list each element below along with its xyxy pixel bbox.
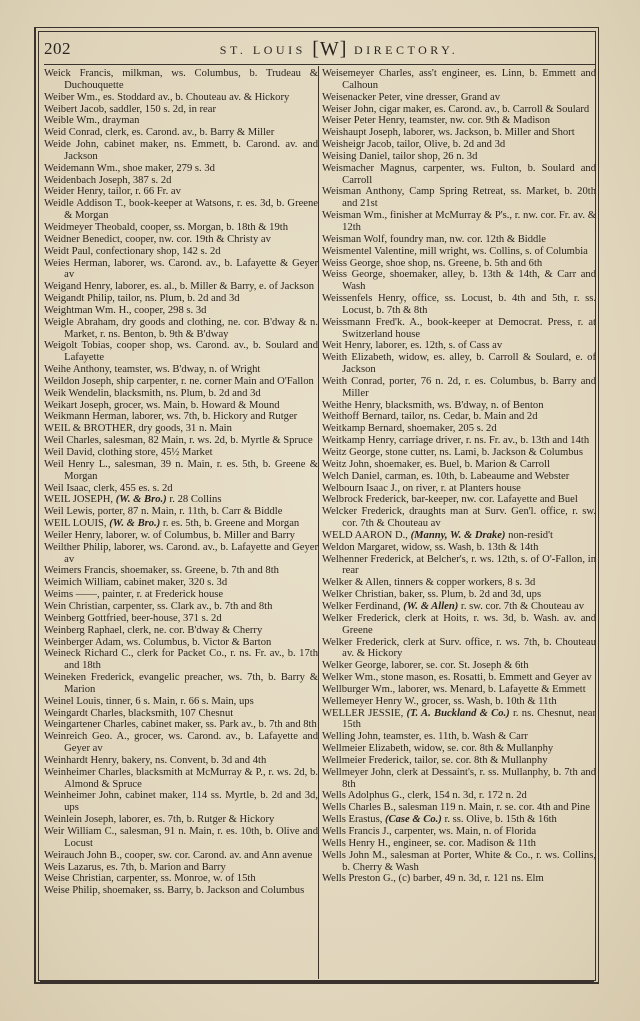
directory-entry [322, 435, 596, 447]
directory-entry [44, 175, 318, 187]
entry-text: Wellmeyer John, clerk at Dessaint's, r. ss. Mullanphy, b. 7th and 8th [322, 766, 596, 790]
directory-entry [322, 352, 596, 376]
directory-entry [44, 708, 318, 720]
directory-entry [44, 186, 318, 198]
entry-text: WELLER JESSIE, [322, 707, 407, 719]
entry-text: Weldon Margaret, widow, ss. Wash, b. 13th & 14th [322, 541, 539, 553]
entry-firm: (W. & Bro.) [115, 494, 167, 506]
entry-text: Welker Frederick, clerk at Hoits, r. ws. 3d, b. Wash. av. and Greene [322, 612, 596, 636]
entry-text: Wells Charles B., salesman 119 n. Main, r. se. cor. 4th and Pine [322, 802, 590, 814]
directory-entry [44, 447, 318, 459]
entry-text: Weinheimer Charles, blacksmith at McMurray & P., r. ws. 2d, b. Almond & Spruce [44, 766, 318, 790]
directory-entry [322, 767, 596, 791]
directory-entry [44, 411, 318, 423]
entry-text: Weidle Addison T., book-keeper at Watsons, r. es. 3d, b. Greene & Morgan [44, 198, 318, 222]
entry-text: Weismentel Valentine, mill wright, ws. Collins, s. of Columbia [322, 245, 588, 257]
entry-text: Weineck Richard C., clerk for Packet Co., r. ns. Fr. av., b. 17th and 18th [44, 648, 318, 672]
directory-entry [44, 258, 318, 282]
directory-entry [322, 127, 596, 139]
entry-text: Weithe Henry, blacksmith, ws. B'dway, n. of Benton [322, 399, 544, 411]
directory-entry [322, 483, 596, 495]
entry-text: Weid Conrad, clerk, es. Carond. av., b. Barry & Miller [44, 127, 275, 139]
directory-entry [44, 506, 318, 518]
directory-entry [322, 850, 596, 874]
entry-text: Weildon Joseph, ship carpenter, r. ne. corner Main and O'Fallon [44, 375, 314, 387]
directory-entry [322, 554, 596, 578]
directory-entry [322, 115, 596, 127]
entry-text: Wellmeier Elizabeth, widow, se. cor. 8th & Mullanphy [322, 743, 554, 755]
left-column [44, 68, 318, 897]
directory-entry [44, 246, 318, 258]
entry-text: Weiser Peter Henry, teamster, nw. cor. 9th & Madison [322, 115, 550, 127]
page-number: 202 [44, 39, 71, 58]
header-rule [44, 64, 596, 65]
directory-entry [322, 696, 596, 708]
entry-text: Weick Francis, milkman, ws. Columbus, b. Trudeau & Duchouquette [44, 68, 318, 91]
directory-entry [322, 376, 596, 400]
directory-entry [44, 115, 318, 127]
directory-entry [322, 210, 596, 234]
entry-text: Welker Wm., stone mason, es. Rosatti, b. Emmett and Geyer av [322, 672, 592, 684]
directory-entry [44, 767, 318, 791]
entry-text: Weigolt Tobias, cooper shop, ws. Carond. av., b. Soulard and Lafayette [44, 340, 318, 364]
directory-entry [44, 281, 318, 293]
directory-entry [44, 317, 318, 341]
entry-text: Weiss George, shoe shop, ns. Greene, b. 5th and 6th [322, 257, 543, 269]
entry-text: Weigandt Philip, tailor, ns. Plum, b. 2d and 3d [44, 293, 240, 305]
entry-text: Weims ——, painter, r. at Frederick house [44, 589, 224, 601]
entry-text: Weiss George, shoemaker, alley, b. 13th & 14th, & Carr and Wash [322, 269, 596, 293]
directory-entry [44, 483, 318, 495]
directory-entry [322, 494, 596, 506]
entry-text: Weineken Frederick, evangelic preacher, ws. 7th, b. Barry & Marion [44, 672, 318, 695]
entry-text: Weigand Henry, laborer, es. al., b. Miller & Barry, e. of Jackson [44, 281, 315, 293]
entry-text: Weinberg Raphael, clerk, ne. cor. B'dway & Cherry [44, 624, 263, 636]
entry-text: Weidenbach Joseph, 387 s. 2d [44, 174, 172, 186]
entry-text: Weishaupt Joseph, laborer, ws. Jackson, b. Miller and Short [322, 127, 575, 139]
entry-text: Weil Lewis, porter, 87 n. Main, r. 11th, b. Carr & Biddle [44, 506, 283, 518]
entry-text: Weightman Wm. H., cooper, 298 s. 3d [44, 304, 207, 316]
entry-text: Wein Christian, carpenter, ss. Clark av., b. 7th and 8th [44, 600, 273, 612]
entry-text: Weir William C., salesman, 91 n. Main, r. es. 10th, b. Olive and Locust [44, 826, 318, 849]
directory-entry [322, 92, 596, 104]
entry-text: Weingardt Charles, blacksmith, 107 Chesnut [44, 707, 234, 719]
directory-entry [44, 542, 318, 566]
directory-entry [44, 790, 318, 814]
directory-entry [44, 104, 318, 116]
entry-text: Weitz John, shoemaker, es. Buel, b. Marion & Carroll [322, 458, 550, 470]
directory-entry [44, 293, 318, 305]
entry-text: Weirauch John B., cooper, sw. cor. Carond. av. and Ann avenue [44, 849, 313, 861]
entry-text: Weible Wm., drayman [44, 115, 140, 127]
directory-entry [322, 542, 596, 554]
entry-text: Weihe Anthony, teamster, ws. B'dway, n. of Wright [44, 364, 261, 376]
directory-entry [322, 151, 596, 163]
entry-text: Weisman Wm., finisher at McMurray & P's., r. nw. cor. Fr. av. & 12th [322, 210, 596, 233]
entry-text: Weisheigr Jacob, tailor, Olive, b. 2d and 3d [322, 139, 506, 151]
entry-text: Welker Frederick, clerk at Surv. office, r. ws. 7th, b. Chouteau av. & Hickory [322, 636, 596, 660]
directory-entry [322, 234, 596, 246]
entry-text: Weigle Abraham, dry goods and clothing, ne. cor. B'dway & n. Market, r. ns. Benton, b. 9th & B'dway [44, 316, 318, 340]
entry-text: Weiler Henry, laborer, w. of Columbus, b. Miller and Barry [44, 529, 295, 541]
directory-entry [44, 885, 318, 897]
entry-text: Weikart Joseph, grocer, ws. Main, b. Howard & Mound [44, 399, 280, 411]
entry-text: Weissenfels Henry, office, ss. Locust, b. 4th and 5th, r. ss. Locust, b. 7th & 8th [322, 293, 596, 316]
entry-text: r. ns. Chesnut, near 15th [342, 707, 596, 731]
directory-entry [44, 672, 318, 696]
entry-text: Weies Herman, laborer, ws. Carond. av., b. Lafayette & Geyer av [44, 257, 318, 281]
footer-rule [40, 981, 594, 982]
entry-text: Weimers Francis, shoemaker, ss. Greene, b. 7th and 8th [44, 565, 279, 577]
directory-entry [322, 459, 596, 471]
directory-entry [44, 637, 318, 649]
entry-text: Weinheimer John, cabinet maker, 114 ss. Myrtle, b. 2d and 3d, ups [44, 790, 318, 814]
directory-entry [322, 838, 596, 850]
entry-text: Weithoff Bernard, tailor, ns. Cedar, b. Main and 2d [322, 411, 538, 423]
entry-text: Wellemeyer Henry W., grocer, ss. Wash, b. 10th & 11th [322, 695, 557, 707]
entry-text: Weide John, cabinet maker, ns. Emmett, b. Carond. av. and Jackson [44, 139, 318, 162]
directory-entry [44, 234, 318, 246]
directory-entry [322, 423, 596, 435]
entry-text: Weidner Benedict, cooper, nw. cor. 19th & Christy av [44, 233, 271, 245]
directory-entry [44, 518, 318, 530]
entry-text: Weiser John, cigar maker, es. Carond. av., b. Carroll & Soulard [322, 103, 590, 115]
entry-text: Weinlein Joseph, laborer, es. 7th, b. Rutger & Hickory [44, 814, 275, 826]
directory-entry [322, 139, 596, 151]
directory-entry [44, 400, 318, 412]
entry-text: non-resid't [505, 529, 553, 541]
directory-entry [44, 577, 318, 589]
directory-entry [44, 565, 318, 577]
entry-text: Wellmeier Frederick, tailor, se. cor. 8th & Mullanphy [322, 754, 548, 766]
entry-text: Weider Henry, tailor, r. 66 Fr. av [44, 186, 181, 198]
directory-entry [44, 198, 318, 222]
entry-text: Welker & Allen, tinners & copper workers, 8 s. 3d [322, 577, 536, 589]
entry-text: Weise Christian, carpenter, ss. Monroe, w. of 15th [44, 873, 256, 885]
directory-entry [44, 696, 318, 708]
directory-entry [44, 755, 318, 767]
entry-text: Weil Henry L., salesman, 39 n. Main, r. es. 5th, b. Greene & Morgan [44, 458, 318, 482]
entry-text: Weinhardt Henry, bakery, ns. Convent, b. 3d and 4th [44, 754, 267, 766]
running-title-letter: [W] [312, 38, 348, 60]
entry-text: Weitkamp Henry, carriage driver, r. ns. Fr. av., b. 13th and 14th [322, 435, 590, 447]
entry-text: Welbrock Frederick, bar-keeper, nw. cor. Lafayette and Buel [322, 494, 578, 506]
directory-entry [44, 340, 318, 364]
directory-entry [44, 423, 318, 435]
directory-entry [44, 494, 318, 506]
entry-text: Weibert Jacob, saddler, 150 s. 2d, in rear [44, 103, 216, 115]
entry-text: Welker George, laborer, se. cor. St. Joseph & 6th [322, 660, 529, 672]
entry-text: Weith Conrad, porter, 76 n. 2d, r. es. Columbus, b. Barry and Miller [322, 375, 596, 399]
entry-text: r. ss. Olive, b. 15th & 16th [441, 814, 557, 826]
directory-entry [322, 684, 596, 696]
directory-entry [322, 873, 596, 885]
entry-text: r. sw. cor. 7th & Chouteau av [458, 600, 585, 612]
directory-entry [44, 222, 318, 234]
entry-text: Weidemann Wm., shoe maker, 279 s. 3d [44, 162, 215, 174]
directory-entry [44, 139, 318, 163]
running-title [174, 38, 504, 61]
directory-entry [322, 731, 596, 743]
entry-text: Wells Henry H., engineer, se. cor. Madison & 11th [322, 837, 536, 849]
entry-text: Weidt Paul, confectionary shop, 142 s. 2d [44, 245, 221, 257]
entry-text: Weisenacker Peter, vine dresser, Grand av [322, 91, 501, 103]
entry-text: Welch Daniel, carman, es. 10th, b. Labeaume and Webster [322, 470, 570, 482]
entry-text: Weilther Philip, laborer, ws. Carond. av., b. Lafayette and Geyer av [44, 541, 318, 565]
directory-entry [322, 530, 596, 542]
directory-entry [44, 814, 318, 826]
directory-entry [322, 340, 596, 352]
entry-text: Weimich William, cabinet maker, 320 s. 3d [44, 577, 228, 589]
directory-entry [44, 305, 318, 317]
running-title-right: DIRECTORY. [353, 43, 459, 57]
directory-entry [322, 258, 596, 270]
entry-firm: (W. & Allen) [403, 600, 459, 612]
entry-text: Weinel Louis, tinner, 6 s. Main, r. 66 s. Main, ups [44, 695, 254, 707]
directory-entry [322, 577, 596, 589]
directory-entry [44, 92, 318, 104]
entry-text: Weisman Wolf, foundry man, nw. cor. 12th & Biddle [322, 233, 546, 245]
directory-entry [44, 388, 318, 400]
entry-text: Wells Preston G., (c) barber, 49 n. 3d, r. 121 ns. Elm [322, 873, 544, 885]
entry-text: WEIL LOUIS, [44, 518, 110, 530]
directory-entry [44, 719, 318, 731]
entry-text: WEIL & BROTHER, dry goods, 31 n. Main [44, 423, 232, 435]
entry-text: Weith Elizabeth, widow, es. alley, b. Carroll & Soulard, e. of Jackson [322, 352, 596, 376]
directory-entry [322, 104, 596, 116]
directory-entry [322, 743, 596, 755]
entry-text: Wellburger Wm., laborer, ws. Menard, b. Lafayette & Emmett [322, 683, 586, 695]
directory-entry [322, 613, 596, 637]
directory-entry [322, 814, 596, 826]
directory-entry [44, 364, 318, 376]
directory-entry [322, 672, 596, 684]
entry-text: Weingartener Charles, cabinet maker, ss. Park av., b. 7th and 8th [44, 719, 317, 731]
directory-entry [322, 790, 596, 802]
entry-text: Weidmeyer Theobald, cooper, ss. Morgan, b. 18th & 19th [44, 221, 289, 233]
directory-entry [322, 506, 596, 530]
entry-text: r. 28 Collins [166, 494, 222, 506]
directory-entry [322, 317, 596, 341]
entry-text: Weik Wendelin, blacksmith, ns. Plum, b. 2d and 3d [44, 387, 261, 399]
directory-entry [322, 400, 596, 412]
entry-text: Weissmann Fred'k. A., book-keeper at Democrat. Press, r. at Switzerland house [322, 316, 596, 340]
directory-entry [44, 435, 318, 447]
directory-entry [322, 246, 596, 258]
directory-entry [44, 163, 318, 175]
directory-entry [322, 601, 596, 613]
directory-entry [322, 186, 596, 210]
entry-text: Weisemeyer Charles, ass't engineer, es. Linn, b. Emmett and Calhoun [322, 68, 596, 91]
entry-text: Weil David, clothing store, 45½ Market [44, 447, 213, 458]
directory-entry [44, 68, 318, 92]
entry-text: Weinberg Gottfried, beer-house, 371 s. 2d [44, 612, 222, 624]
entry-text: Weismacher Magnus, carpenter, ws. Fulton, b. Soulard and Carroll [322, 162, 596, 186]
directory-entry [322, 826, 596, 838]
entry-text: Welbourn Isaac J., on river, r. at Planters house [322, 482, 521, 494]
directory-entry [44, 826, 318, 850]
directory-entry [322, 447, 596, 459]
entry-text: Weil Charles, salesman, 82 Main, r. ws. 2d, b. Myrtle & Spruce [44, 435, 313, 447]
entry-text: r. es. 5th, b. Greene and Morgan [160, 518, 300, 530]
directory-entry [44, 530, 318, 542]
directory-entry [44, 127, 318, 139]
directory-entry [322, 163, 596, 187]
running-title-left: ST. LOUIS [219, 43, 306, 57]
entry-firm: (T. A. Buckland & Co.) [406, 707, 510, 719]
directory-entry [44, 731, 318, 755]
directory-entry [322, 802, 596, 814]
directory-entry [322, 708, 596, 732]
entry-text: Welhenner Frederick, at Belcher's, r. ws. 12th, s. of O'-Fallon, in rear [322, 553, 596, 577]
entry-text: Welker Christian, baker, ss. Plum, b. 2d and 3d, ups [322, 589, 542, 601]
entry-text: Welker Ferdinand, [322, 600, 404, 612]
directory-entry [322, 637, 596, 661]
directory-entry [44, 589, 318, 601]
entry-text: Weit Henry, laborer, es. 12th, s. of Cass av [322, 340, 503, 352]
directory-entry [44, 613, 318, 625]
entry-text: Welling John, teamster, es. 11th, b. Wash & Carr [322, 731, 528, 743]
right-column [322, 68, 596, 885]
entry-text: Weitkamp Bernard, shoemaker, 205 s. 2d [322, 423, 497, 435]
directory-entry [44, 625, 318, 637]
page-header [44, 38, 596, 60]
directory-entry [322, 293, 596, 317]
entry-firm: (W. & Bro.) [109, 518, 161, 530]
entry-firm: (Case & Co.) [385, 814, 442, 826]
directory-entry [44, 601, 318, 613]
entry-text: Weiber Wm., es. Stoddard av., b. Chouteau av. & Hickory [44, 91, 290, 103]
directory-entry [322, 68, 596, 92]
entry-text: Weising Daniel, tailor shop, 26 n. 3d [322, 150, 478, 162]
entry-text: Weikmann Herman, laborer, ws. 7th, b. Hickory and Rutger [44, 411, 298, 423]
directory-entry [322, 411, 596, 423]
entry-text: Weis Lazarus, es. 7th, b. Marion and Barry [44, 861, 226, 873]
directory-entry [322, 589, 596, 601]
entry-text: Weisman Anthony, Camp Spring Retreat, ss. Market, b. 20th and 21st [322, 186, 596, 210]
entry-text: WELD AARON D., [322, 529, 411, 541]
directory-entry [44, 648, 318, 672]
directory-entry [322, 269, 596, 293]
entry-firm: (Manny, W. & Drake) [410, 529, 506, 541]
directory-entry [322, 755, 596, 767]
entry-text: Wells Francis J., carpenter, ws. Main, n. of Florida [322, 826, 537, 837]
entry-text: Wells Adolphus G., clerk, 154 n. 3d, r. 172 n. 2d [322, 790, 527, 802]
entry-text: Weinberger Adam, ws. Columbus, b. Victor & Barton [44, 636, 272, 648]
entry-text: Weinreich Geo. A., grocer, ws. Carond. av., b. Lafayette and Geyer av [44, 731, 318, 755]
directory-entry [322, 660, 596, 672]
entry-text: Weil Isaac, clerk, 455 es. s. 2d [44, 482, 173, 494]
directory-entry [44, 873, 318, 885]
entry-text: Wells John M., salesman at Porter, White & Co., r. ws. Collins, b. Cherry & Wash [322, 849, 596, 873]
directory-entry [44, 459, 318, 483]
directory-entry [44, 850, 318, 862]
entry-text: Weitz George, stone cutter, ns. Lami, b. Jackson & Columbus [322, 447, 583, 458]
entry-text: Weise Philip, shoemaker, ss. Barry, b. Jackson and Columbus [44, 885, 305, 897]
entry-text: Welcker Frederick, draughts man at Surv. Gen'l. office, r. sw. cor. 7th & Chouteau av [322, 506, 596, 530]
column-divider [318, 66, 319, 979]
directory-entry [44, 862, 318, 874]
directory-entry [44, 376, 318, 388]
entry-text: WEIL JOSEPH, [44, 494, 116, 506]
directory-entry [322, 471, 596, 483]
entry-text: Wells Erastus, [322, 814, 385, 826]
